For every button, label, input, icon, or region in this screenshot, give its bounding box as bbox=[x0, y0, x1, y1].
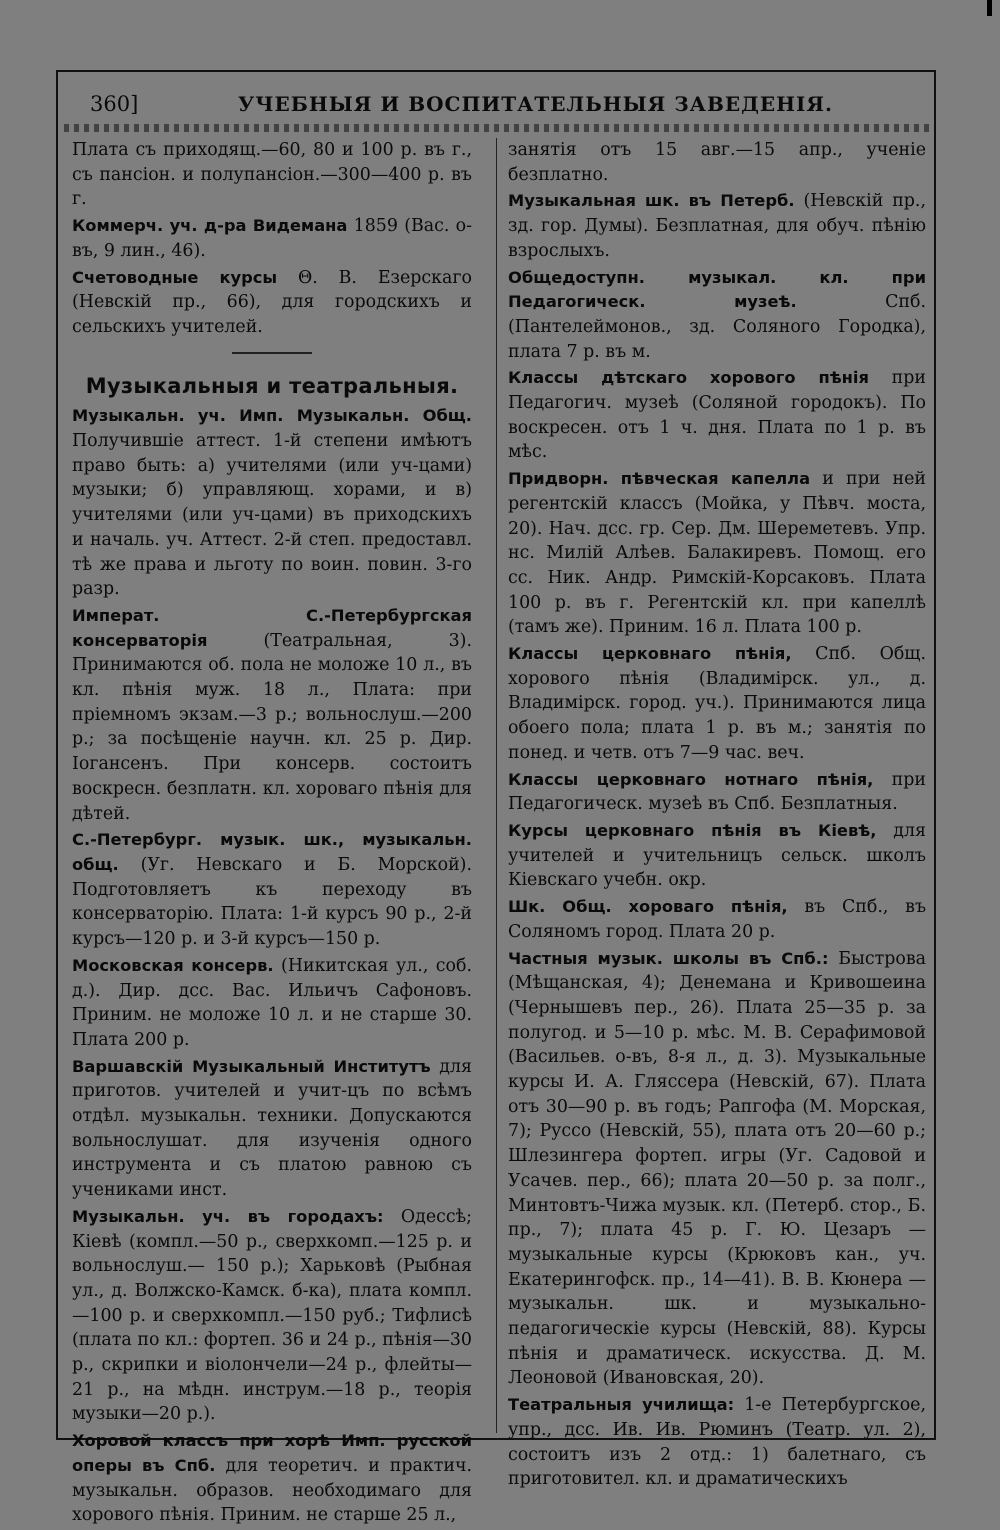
entry: Императ. С.-Петербургская консерваторія (Театральная, 3). Принимаются об. пола не моложе 10 л., въ кл. пѣнія муж. 18 л., Плата: при пріемномъ экзам.—3 р.; вольнослуш.—200 р.; за посѣщеніе научн. кл. 25 р. Дир. Іогансенъ. При консерв. состоитъ воскресн. безплатн. кл. хороваго пѣнія для дѣтей. bbox=[72, 605, 472, 824]
entry: Московская консерв. (Никитская ул., соб. д.). Дир. дсс. Вас. Ильичъ Сафоновъ. Приним. не моложе 10 л. и не старше 30. Плата 200 р. bbox=[72, 955, 472, 1050]
entry: Шк. Общ. хороваго пѣнія, въ Спб., въ Соляномъ город. Плата 20 р. bbox=[508, 897, 927, 942]
entry: Варшавскій Музыкальный Институтъ для приготов. учителей и учит-цъ по всѣмъ отдѣл. музыкальн. техники. Допускаются вольнослушат. для изученія одного инструмента и съ платою равною съ учениками инст. bbox=[72, 1056, 472, 1201]
entry: Придворн. пѣвческая капелла и при ней регентскій классъ (Мойка, у Пѣвч. моста, 20). Нач. дсс. гр. Сер. Дм. Шереметевъ. Упр. нс. Милій Алѣев. Балакиревъ. Помощ. его сс. Ник. Андр. Римскій-Корсаковъ. Плата 100 р. въ г. Регентскій кл. при капеллѣ (тамъ же). Приним. 16 л. Плата 100 р. bbox=[508, 469, 927, 638]
entry: Классы церковнаго пѣнія, Спб. Общ. хорового пѣнія (Владимірск. ул., д. Владимірск. город. уч.). Принимаются лица обоего пола; плата 1 р. въ м.; занятія по понед. и четв. отъ 7—9 час. веч. bbox=[508, 644, 927, 763]
entry: Хоровой классъ при хорѣ Имп. русской оперы въ Спб. для теоретич. и практич. музыкальн. образов. необходимаго для хорового пѣнія. Приним. не старше 25 л., bbox=[72, 1431, 473, 1526]
header-rule bbox=[64, 124, 930, 132]
entry: Классы дѣтскаго хорового пѣнія при Педагогич. музеѣ (Соляной городокъ). По воскресен. отъ 1 ч. дня. Плата по 1 р. въ мѣс. bbox=[508, 368, 926, 463]
entry: Театральныя училища: 1-е Петербургское, упр., дсс. Ив. Ив. Рюминъ (Театр. ул. 2), состоитъ изъ 2 отд.: 1) балетнаго, съ приготовител. кл. и драматическихъ bbox=[508, 1395, 926, 1490]
right-column bbox=[508, 138, 926, 1494]
entry: Музыкальная шк. въ Петерб. (Невскій пр., зд. гор. Думы). Безплатная, для обуч. пѣнію взрослыхъ. bbox=[508, 191, 926, 261]
page-number: 360] bbox=[90, 92, 139, 116]
entry: Классы церковнаго нотнаго пѣнія, при Педагогическ. музеѣ въ Спб. Безплатныя. bbox=[508, 769, 926, 815]
corner-mark bbox=[987, 0, 992, 16]
entry: Коммерч. уч. д-ра Видемана 1859 (Вас. о-въ, 9 лин., 46). bbox=[72, 216, 472, 261]
entry: Счетоводные курсы Θ. В. Езерскаго (Невскій пр., 66), для городскихъ и сельскихъ учителей. bbox=[72, 267, 472, 337]
entry: Общедоступн. музыкал. кл. при Педагогическ. музеѣ. Спб. (Пантелеймонов., зд. Соляного Городка), плата 7 р. въ м. bbox=[508, 267, 926, 362]
entry: Музыкальн. уч. въ городахъ: Одессѣ; Кіевѣ (компл.—50 р., сверхкомп.—125 р. и вольнослуш.— 150 р.); Харьковѣ (Рыбная ул., д. Волжско-Камск. б-ка), плата компл.—100 р. и сверхкомпл.—150 руб.; Тифлисѣ (плата по кл.: фортеп. 36 и 24 р., пѣнія—30 р., скрипки и віолончели—24 р., флейты—21 р., на мѣдн. инструм.—18 р., теорія музыки—20 р.). bbox=[72, 1206, 472, 1425]
section-title: Музыкальныя и театральныя. bbox=[85, 373, 459, 398]
entry: Частныя музык. школы въ Спб.: Быстрова (Мѣщанская, 4); Денемана и Кривошеина (Чернышевъ пер., 26). Плата 25—35 р. за полугод. и 5—10 р. мѣс. М. В. Серафимовой (Васильев. о-въ, 8-я л., д. 3). Музыкальные курсы И. А. Гляссера (Невскій, 67). Плата отъ 30—90 р. въ годъ; Рапгофа (М. Морская, 7); Руссо (Невскій, 55), плата отъ 20—60 р.; Шлезингера фортеп. игры (Уг. Садовой и Усачев. пер., 66); плата 20—50 р. за полг., Минтовтъ-Чижа музык. кл. (Петерб. стор., Б. пр., 7); плата 45 р. Г. Ю. Цезаръ — музыкальные курсы (Крюковъ кан., уч. Екатерингофск. пр., 14—41). В. В. Кюнера — музыкальн. шк. и музыкально-педагогическіе курсы (Невскій, 88). Курсы пѣнія и драматическ. искусства. Д. М. Леоновой (Ивановская, 20). bbox=[508, 948, 926, 1389]
entry: Плата съ приходящ.—60, 80 и 100 р. въ г., съ пансіон. и полупансіон.—300—400 р. въ г. bbox=[72, 140, 472, 210]
page-header bbox=[90, 92, 920, 122]
section-separator bbox=[232, 352, 312, 354]
entry: Курсы церковнаго пѣнія въ Кіевѣ, для учителей и учительницъ сельск. школъ Кіевскаго учебн. окр. bbox=[508, 820, 926, 891]
running-title: УЧЕБНЫЯ И ВОСПИТАТЕЛЬНЫЯ ЗАВЕДЕНІЯ. bbox=[238, 92, 833, 116]
entry: С.-Петербург. музык. шк., музыкальн. общ. (Уг. Невскаго и Б. Морской). Подготовляетъ къ переходу въ консерваторію. Плата: 1-й курсъ 90 р., 2-й курсъ—120 р. и 3-й курсъ—150 р. bbox=[72, 830, 472, 950]
entry: Музыкальн. уч. Имп. Музыкальн. Общ. Получившіе аттест. 1-й степени имѣютъ право быть: а) учителями (или уч-цами) музыки; б) управляющ. хорами, и в) учителями (или уч-цами) въ приходскихъ и началь. уч. Аттест. 2-й степ. предоставл. тѣ же права и льготу по воин. повин. 3-го разр. bbox=[72, 406, 472, 600]
entry: занятія отъ 15 авг.—15 апр., ученіе безплатно. bbox=[508, 140, 926, 185]
left-column bbox=[72, 138, 472, 1530]
column-divider bbox=[496, 138, 497, 1433]
